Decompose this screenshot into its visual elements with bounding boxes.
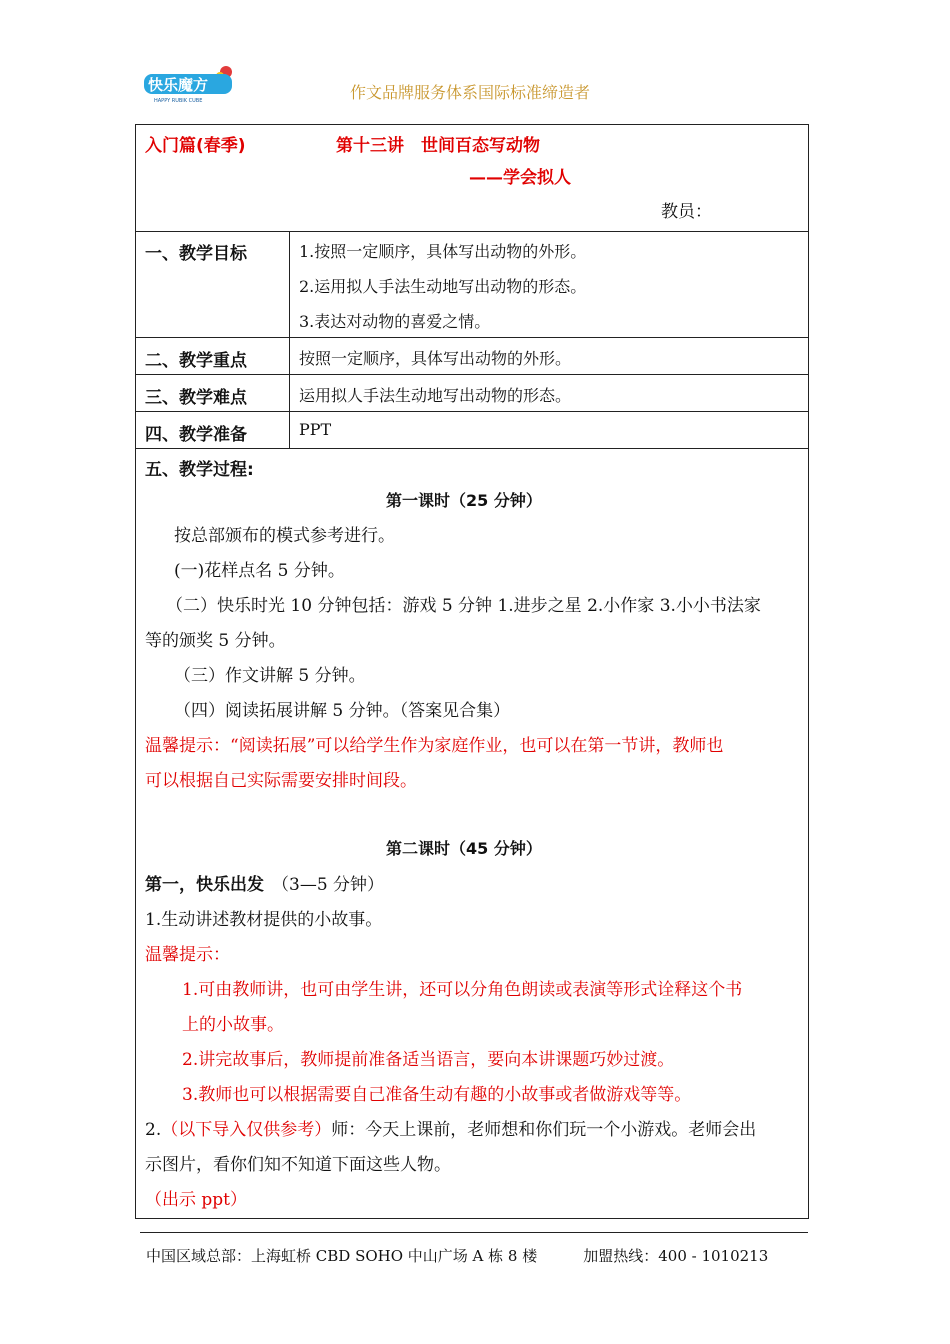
lesson-title: 第十三讲 世间百态写动物	[336, 136, 540, 156]
item-2-prefix: 2.	[145, 1120, 162, 1140]
tip-3: 3.教师也可以根据需要自己准备生动有趣的小故事或者做游戏等等。	[182, 1085, 692, 1105]
lesson-document	[135, 124, 809, 1219]
title-block	[136, 125, 808, 232]
lesson-subtitle: ——学会拟人	[469, 168, 571, 188]
footer-divider	[140, 1232, 808, 1233]
item-2-text: 师：今天上课前，老师想和你们玩一个小游戏。老师会出	[331, 1120, 757, 1140]
tip-1-line-2: 上的小故事。	[182, 1015, 284, 1035]
tip-label: 温馨提示：	[145, 945, 230, 965]
item-2-note: （以下导入仅供参考）	[161, 1120, 332, 1140]
session2-title: 第二课时（45 分钟）	[386, 839, 542, 858]
goal-2: 2.运用拟人手法生动地写出动物的形态。	[299, 277, 587, 296]
s1-tip-line-1: 温馨提示：“阅读拓展”可以给学生作为家庭作业，也可以在第一节讲，教师也	[145, 736, 724, 756]
part1-heading	[145, 870, 384, 895]
part1-time: （3—5 分钟）	[272, 875, 385, 895]
session1-title: 第一课时（25 分钟）	[386, 491, 542, 510]
svg-text:HAPPY RUBIK CUBE: HAPPY RUBIK CUBE	[154, 98, 203, 104]
prep-value: PPT	[299, 420, 332, 439]
item-2	[145, 1115, 756, 1140]
focus-value: 按照一定顺序，具体写出动物的外形。	[299, 349, 572, 368]
s1-tip-line-2: 可以根据自己实际需要安排时间段。	[145, 771, 417, 791]
level-label: 入门篇(春季)	[145, 136, 246, 156]
teacher-label: 教员：	[661, 202, 712, 222]
goal-1: 1.按照一定顺序，具体写出动物的外形。	[299, 242, 587, 261]
footer-hotline: 加盟热线：400 - 1010213	[583, 1247, 769, 1265]
row-focus	[136, 337, 808, 375]
show-ppt: （出示 ppt）	[145, 1190, 247, 1210]
footer	[146, 1245, 768, 1266]
item-1: 1.生动讲述教材提供的小故事。	[145, 910, 383, 930]
slogan: 作文品牌服务体系国际标准缔造者	[350, 83, 591, 102]
s1-line-6: （四）阅读拓展讲解 5 分钟。（答案见合集）	[174, 701, 511, 721]
footer-address: 中国区域总部：上海虹桥 CBD SOHO 中山广场 A 栋 8 楼	[146, 1247, 538, 1265]
s1-line-1: 按总部颁布的模式参考进行。	[174, 526, 395, 546]
s1-line-3: （二）快乐时光 10 分钟包括：游戏 5 分钟 1.进步之星 2.小作家 3.小小书法家	[166, 596, 761, 616]
item-2-line-2: 示图片，看你们知不知道下面这些人物。	[145, 1155, 451, 1175]
row-prep	[136, 411, 808, 449]
difficulty-label: 三、教学难点	[145, 388, 247, 408]
s1-line-5: （三）作文讲解 5 分钟。	[174, 666, 366, 686]
part1-title: 第一，快乐出发	[145, 875, 264, 895]
row-goals	[136, 231, 808, 338]
tip-1-line-1: 1.可由教师讲，也可由学生讲，还可以分角色朗读或表演等形式诠释这个书	[182, 980, 743, 1000]
row-difficulty	[136, 374, 808, 412]
tip-2: 2.讲完故事后，教师提前准备适当语言，要向本讲课题巧妙过渡。	[182, 1050, 675, 1070]
s1-line-4: 等的颁奖 5 分钟。	[145, 631, 286, 651]
logo	[140, 64, 240, 104]
process-label: 五、教学过程:	[145, 460, 254, 480]
goal-3: 3.表达对动物的喜爱之情。	[299, 312, 491, 331]
focus-label: 二、教学重点	[145, 351, 247, 371]
s1-line-2: (一)花样点名 5 分钟。	[174, 561, 345, 581]
goals-label: 一、教学目标	[145, 244, 247, 264]
svg-text:快乐魔方: 快乐魔方	[148, 76, 209, 94]
prep-label: 四、教学准备	[145, 425, 247, 445]
difficulty-value: 运用拟人手法生动地写出动物的形态。	[299, 386, 572, 405]
